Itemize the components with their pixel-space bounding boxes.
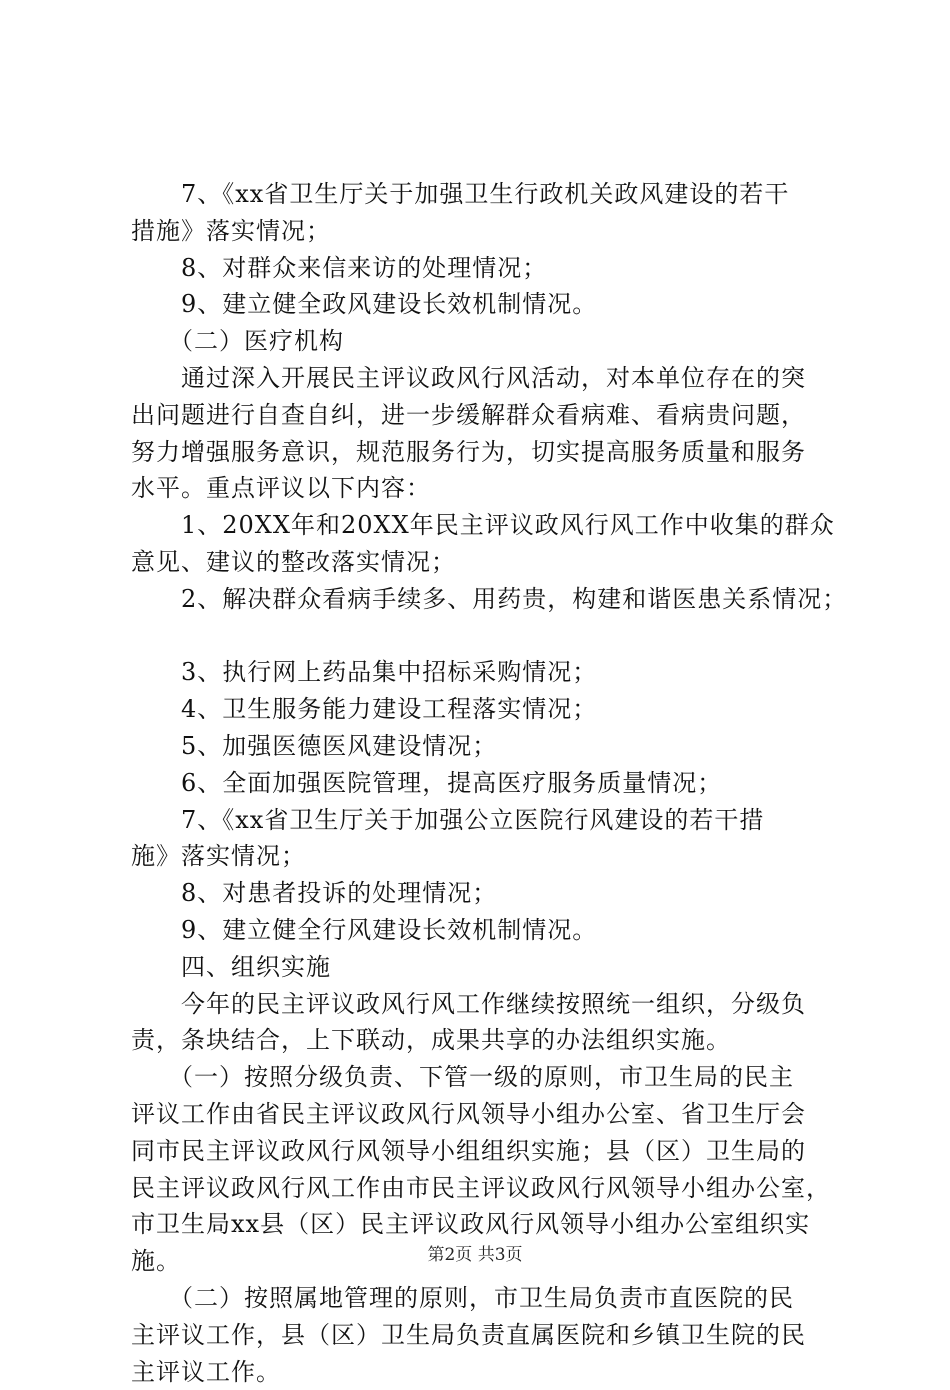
text-line: 通过深入开展民主评议政风行风活动，对本单位存在的突: [131, 360, 851, 397]
blank-line: [131, 618, 851, 655]
text-line: 8、对患者投诉的处理情况；: [131, 875, 851, 912]
text-line: 评议工作由省民主评议政风行风领导小组办公室、省卫生厅会: [131, 1096, 851, 1133]
text-line: 出问题进行自查自纠，进一步缓解群众看病难、看病贵问题，: [131, 397, 851, 434]
text-line: 9、建立健全政风建设长效机制情况。: [131, 286, 851, 323]
text-line: 责，条块结合，上下联动，成果共享的办法组织实施。: [131, 1022, 851, 1059]
text-line: 民主评议政风行风工作由市民主评议政风行风领导小组办公室，: [131, 1170, 851, 1207]
text-line: 5、加强医德医风建设情况；: [131, 728, 851, 765]
text-line: 施。: [131, 1243, 851, 1280]
text-line: 9、建立健全行风建设长效机制情况。: [131, 912, 851, 949]
text-line: 主评议工作，县（区）卫生局负责直属医院和乡镇卫生院的民: [131, 1317, 851, 1354]
text-line: 施》落实情况；: [131, 838, 851, 875]
text-line: 主评议工作。: [131, 1354, 851, 1390]
text-line: 措施》落实情况；: [131, 213, 851, 250]
text-line: 市卫生局xx县（区）民主评议政风行风领导小组办公室组织实: [131, 1206, 851, 1243]
section-heading: （二）医疗机构: [131, 323, 851, 360]
text-line: 同市民主评议政风行风领导小组组织实施；县（区）卫生局的: [131, 1133, 851, 1170]
text-line: 水平。重点评议以下内容：: [131, 470, 851, 507]
text-line: 努力增强服务意识，规范服务行为，切实提高服务质量和服务: [131, 434, 851, 471]
text-line: 2、解决群众看病手续多、用药贵，构建和谐医患关系情况；: [131, 581, 851, 618]
text-line: 4、卫生服务能力建设工程落实情况；: [131, 691, 851, 728]
text-line: （一）按照分级负责、下管一级的原则，市卫生局的民主: [131, 1059, 851, 1096]
text-line: 6、全面加强医院管理，提高医疗服务质量情况；: [131, 765, 851, 802]
text-line: （二）按照属地管理的原则，市卫生局负责市直医院的民: [131, 1280, 851, 1317]
section-heading: 四、组织实施: [131, 949, 851, 986]
text-line: 今年的民主评议政风行风工作继续按照统一组织，分级负: [131, 986, 851, 1023]
text-line: 1、20XX年和20XX年民主评议政风行风工作中收集的群众: [131, 507, 851, 544]
text-line: 3、执行网上药品集中招标采购情况；: [131, 654, 851, 691]
document-body: [131, 176, 851, 1390]
text-line: 7、《xx省卫生厅关于加强卫生行政机关政风建设的若干: [131, 176, 851, 213]
text-line: 8、对群众来信来访的处理情况；: [131, 250, 851, 287]
text-line: 7、《xx省卫生厅关于加强公立医院行风建设的若干措: [131, 802, 851, 839]
text-line: 意见、建议的整改落实情况；: [131, 544, 851, 581]
page-number-footer: 第2页 共3页: [0, 1244, 950, 1266]
